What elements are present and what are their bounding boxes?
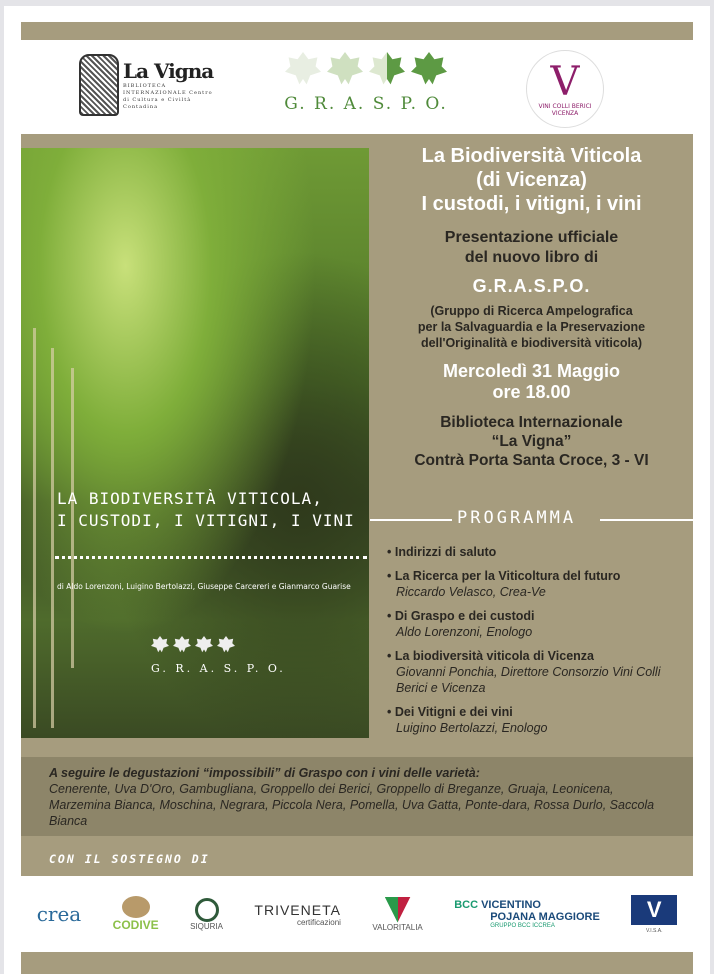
graspo-name: G. R. A. S. P. O. [284, 94, 448, 114]
list-item: • La biodiversità viticola di Vicenza Giovanni Ponchia, Direttore Consorzio Vini Colli Berici e Vicenza [387, 648, 693, 696]
programma-list [387, 544, 693, 744]
event-title: La Biodiversità Viticola [421, 145, 642, 167]
dotted-divider [55, 556, 367, 559]
list-item: • Dei Vitigni e dei vini Luigino Bertolazzi, Enologo [387, 704, 693, 736]
sponsors-row [21, 876, 693, 952]
v-mark-icon: V [550, 59, 580, 105]
codive-logo: CODIVE [113, 896, 159, 932]
book-cover [21, 148, 369, 738]
la-vigna-logo [79, 54, 213, 116]
list-item: • Indirizzi di saluto [387, 544, 693, 560]
siquria-logo: SIQURIA [190, 898, 223, 931]
list-item: • La Ricerca per la Viticoltura del futuro Riccardo Velasco, Crea-Ve [387, 568, 693, 600]
la-vigna-name: La Vigna [123, 59, 214, 83]
presentation-text: Presentazione ufficiale [444, 229, 619, 246]
cover-authors: di Aldo Lorenzoni, Luigino Bertolazzi, Giuseppe Carcereri e Gianmarco Guarise [57, 582, 351, 591]
leaf-icon [369, 52, 405, 88]
varieties-list: Cenerente, Uva D'Oro, Gambugliana, Groppello dei Berici, Groppello di Breganze, Gruaja, Leonicena, Marzemina Bianca, Moschina, Negrara, Piccola Nera, Pomella, Uva Gatta, Ponte-dara, Rossa Durlo, Saccola Bianca [49, 782, 655, 828]
triveneta-logo: TRIVENETA certificazioni [254, 901, 341, 927]
top-band [21, 22, 693, 40]
event-location: Biblioteca Internazionale [440, 414, 623, 431]
cover-logo-text: G. R. A. S. P. O. [151, 662, 286, 675]
leaf-icon [411, 52, 447, 88]
valoritalia-logo: VALORITALIA [372, 897, 422, 932]
graspo-desc: (Gruppo di Ricerca Ampelografica [430, 304, 633, 318]
graspo-desc: per la Salvaguardia e la Preservazione [417, 320, 646, 334]
crest-icon [79, 54, 119, 116]
graspo-logo [266, 52, 466, 114]
vini-colli-text: VINI COLLI BERICI VICENZA [538, 103, 592, 117]
graspo-desc: dell'Originalità e biodiversità viticola) [420, 336, 643, 350]
sponsors-heading: CON IL SOSTEGNO DI [49, 852, 210, 866]
graspo-heading: G.R.A.S.P.O. [472, 276, 591, 296]
event-time: ore 18.00 [492, 382, 571, 402]
main-panel [21, 134, 693, 876]
cover-leaves [151, 636, 235, 654]
event-title: (di Vicenza) [476, 169, 587, 191]
event-location: “La Vigna” [491, 433, 572, 450]
event-info [370, 144, 693, 470]
presentation-text: del nuovo libro di [464, 249, 599, 266]
event-date: Mercoledì 31 Maggio [442, 361, 621, 381]
bottom-band [21, 952, 693, 974]
leaf-icon [327, 52, 363, 88]
vini-colli-berici-logo [526, 50, 604, 128]
degustazioni-box [21, 757, 693, 836]
leaf-icon [285, 52, 321, 88]
degustazioni-heading: A seguire le degustazioni “impossibili” di Graspo con i vini delle varietà: [49, 766, 480, 780]
programma-header [370, 508, 693, 532]
event-subtitle: I custodi, i vitigni, i vini [421, 193, 642, 215]
cover-title: LA BIODIVERSITÀ VITICOLA, I CUSTODI, I VITIGNI, I VINI [57, 489, 355, 530]
header-logos [21, 40, 693, 134]
programma-label: PROGRAMMA [457, 508, 577, 528]
event-address: Contrà Porta Santa Croce, 3 - VI [414, 452, 649, 469]
bcc-logo: BCC VICENTINO POJANA MAGGIORE GRUPPO BCC ICCREA [454, 899, 600, 929]
visa-logo: V V.I.S.A. [631, 895, 677, 934]
crea-logo: crea [36, 902, 82, 926]
list-item: • Di Graspo e dei custodi Aldo Lorenzoni, Enologo [387, 608, 693, 640]
la-vigna-subtitle: BIBLIOTECA INTERNAZIONALE Centro di Cultura e Civiltà Contadina [123, 83, 213, 110]
